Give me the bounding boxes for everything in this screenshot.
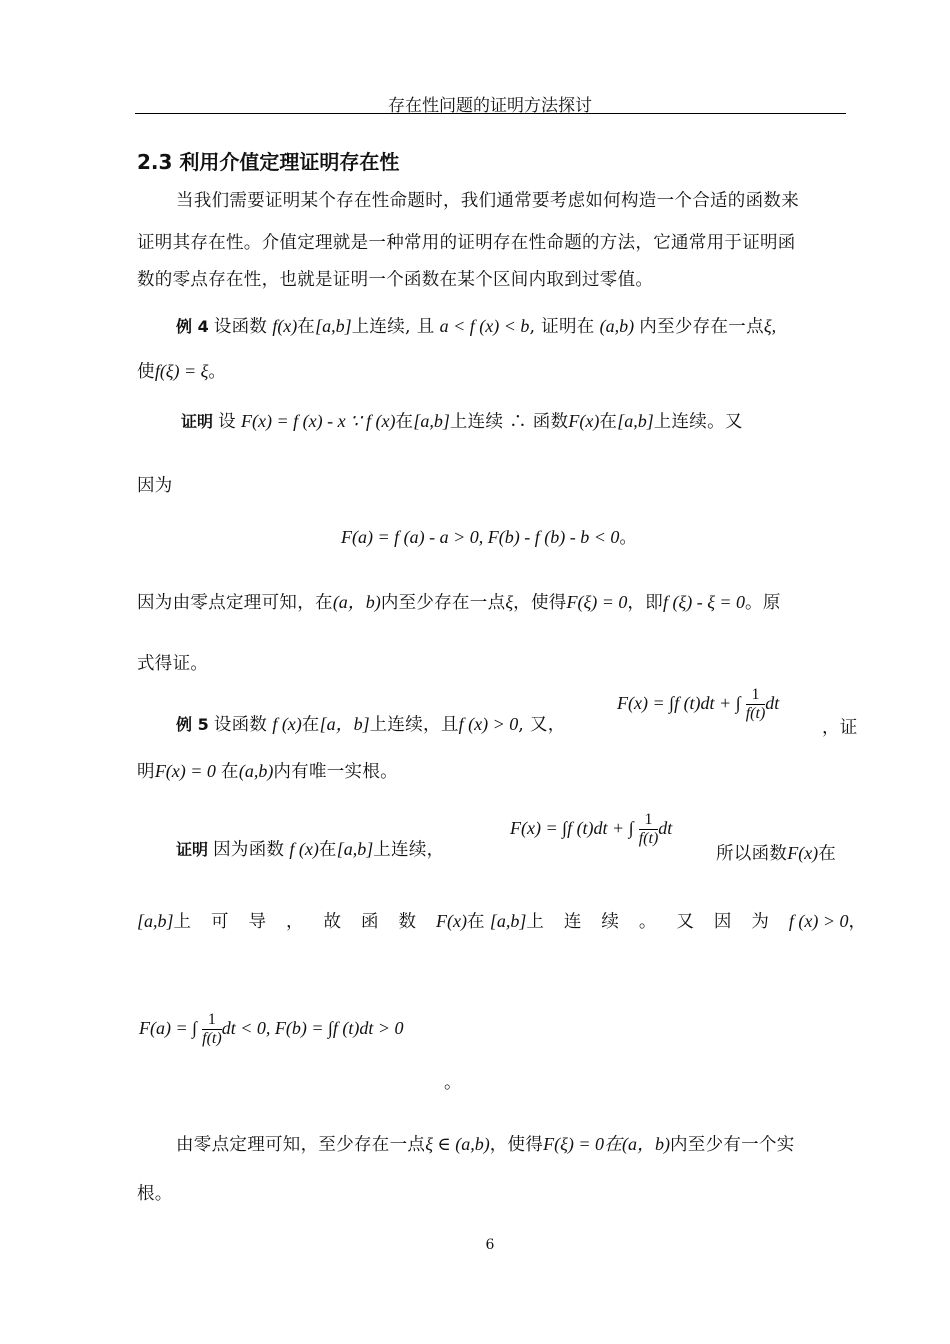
proof-4-conclusion-line-2: 式得证。 [137,654,209,674]
text: 在 [297,317,316,337]
text: ，使得 [489,1135,544,1155]
text: 。 [619,528,638,548]
math-fx: f (x) [289,839,319,859]
math-Fa: F(a) = ∫ [139,1018,198,1038]
math-integral: f (t)dt + ∫ [567,818,634,838]
text: 所以函数 [716,844,788,864]
proof-5-line-2 [137,908,866,933]
text: 在 [599,412,618,432]
math-interval: [a，b] [319,714,370,734]
page-header-title: 存在性问题的证明方法探讨 [388,96,592,116]
fraction-numerator: 1 [639,811,659,830]
math-fx: f(x) [272,316,298,336]
math-definition: F(x) = f (x) - x ∵ f (x) [241,411,396,431]
intro-line-3: 数的零点存在性，也就是证明一个函数在某个区间内取到过零值。 [137,270,654,290]
example-4-label: 例 4 [176,317,209,336]
text: 在 [301,715,320,735]
text: ，使得 [513,593,567,613]
math-xi-in: ξ ∈ (a,b) [425,1134,490,1154]
math-open-interval: (a,b) [599,316,635,336]
text: 。原 [745,593,781,613]
text: 在 [467,912,485,932]
math-F-xi: F(ξ) = 0 [566,592,628,612]
math-open-interval: (a，b) [621,1134,670,1154]
math-Fx: F(x) [787,843,819,863]
fraction [746,686,766,723]
text: 在 [221,762,239,782]
math-Fx: F(x) [436,911,467,931]
proof-5-conclusion-line-2: 根。 [137,1184,173,1204]
text: ， [848,912,867,932]
text: 上连续，且 [369,715,459,735]
math-dt: dt [658,818,673,838]
fraction [202,1011,222,1048]
fraction [639,811,659,848]
math-Fx: F(x) [568,411,600,431]
proof-5-label: 证明 [176,840,209,859]
text: 上连续, 且 [351,317,435,337]
math-F-def: F(x) = ∫ [510,818,568,838]
text: 上连续。又因为 [526,912,789,932]
text: 上可导，故函数 [173,912,437,932]
math-xi: ξ, [763,316,777,336]
text: 上连续 ∴ 函数 [449,412,569,432]
math-open-interval: (a,b) [238,761,274,781]
math-F-zero: F(x) = 0 [154,761,216,781]
text: 在 [818,844,836,864]
fraction-denominator: f(t) [638,830,659,847]
math-F-xi: F(ξ) = 0 [543,1134,604,1154]
intro-line-1: 当我们需要证明某个存在性命题时，我们通常要考虑如何构造一个合适的函数来 [176,191,799,211]
proof-4-line-1 [181,408,743,433]
math-F-def: F(x) = ∫ [617,693,675,713]
text: 设函数 [213,715,268,735]
text: 在 [318,840,337,860]
math-fx: f (x) [272,714,302,734]
proof-5-F-definition [510,811,672,848]
text: 因为函数 [213,840,285,860]
fraction-numerator: 1 [746,686,766,705]
proof-5-line-1-end [716,840,836,865]
proof-5-line-1 [176,836,444,861]
example-4-line-1 [176,313,776,338]
text: 在 [395,412,414,432]
text: ，即 [627,593,663,613]
proof-4-conclusion-line-1 [137,588,781,614]
example-5-line-1 [176,710,566,736]
proof-4-line-2: 因为 [137,476,173,496]
proof-4-label: 证明 [181,412,214,431]
math-interval: [a,b] [315,316,352,336]
math-xi: ξ [505,592,514,612]
text: 。又 [707,412,743,432]
proof-4-display-equation [341,524,637,549]
proof-5-display-equation [139,1011,404,1048]
text-in: 在 [603,1134,622,1154]
text: 内至少存在一点 [380,593,506,613]
text: 内至少存在一点 [639,317,764,337]
example-4-line-2 [137,358,226,383]
math-Fb: dt < 0, F(b) = ∫ [221,1018,333,1038]
math-interval: [a,b] [617,411,654,431]
example-5-label: 例 5 [176,715,209,734]
text: 明 [137,762,155,782]
math-equation: f(ξ) = ξ [154,361,209,381]
example-5-F-definition [617,686,779,723]
text: 上连续 [653,412,708,432]
text: 内有唯一实根。 [273,762,398,782]
text: 。 [208,362,227,382]
section-title: 2.3 利用介值定理证明存在性 [137,150,400,174]
fraction-denominator: f(t) [202,1030,222,1047]
math-open-interval: (a，b) [332,592,381,612]
math-display: F(a) = f (a) - a > 0, F(b) - f (b) - b < 0 [341,527,620,547]
fraction-numerator: 1 [202,1011,222,1030]
text: 设函数 [213,317,268,337]
intro-line-2: 证明其存在性。介值定理就是一种常用的证明存在性命题的方法，它通常用于证明函 [137,233,796,253]
math-positive: f (x) > 0 [788,911,849,931]
math-f-xi: f (ξ) - ξ = 0 [663,592,746,612]
math-integral: f (t)dt + ∫ [674,693,741,713]
math-dt: dt [765,693,780,713]
math-interval: [a,b] [489,911,527,931]
text: 内至少有一个实 [669,1135,795,1155]
text: ，证 [822,718,858,738]
text: , 又， [518,715,566,735]
header-rule [135,113,846,114]
text: 上连续， [373,840,445,860]
math-interval: [a,b] [413,411,450,431]
proof-5-conclusion-line-1 [176,1130,795,1156]
text: 设 [218,412,236,432]
example-5-line-2 [137,758,398,783]
page-number: 6 [485,1237,495,1253]
math-positive: f (x) > 0 [458,714,519,734]
text: 因为由零点定理可知，在 [137,593,333,613]
fraction-denominator: f(t) [745,705,766,722]
text: 由零点定理可知，至少存在一点 [176,1135,426,1155]
math-integral: f (t)dt > 0 [332,1018,404,1038]
text: 。 [444,1073,462,1093]
text: 使 [137,362,155,382]
math-interval: [a,b] [137,911,174,931]
math-interval: [a,b] [336,839,374,859]
text: , 证明在 [529,317,595,337]
math-condition: a < f (x) < b [439,316,530,336]
